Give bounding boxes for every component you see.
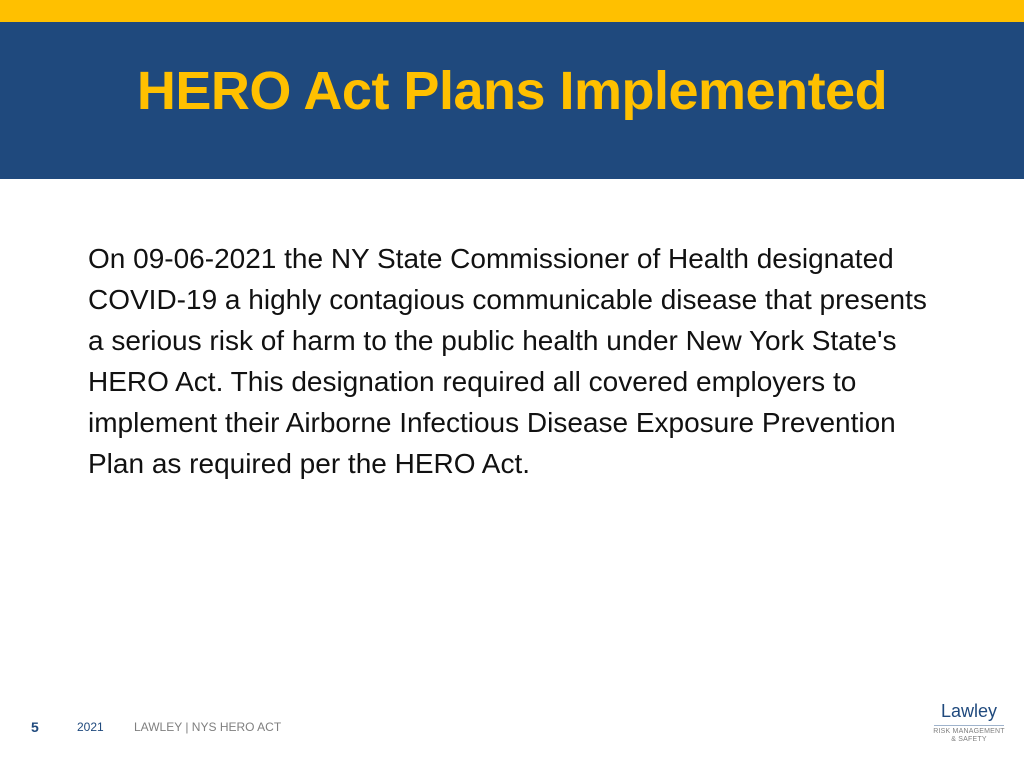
logo-tagline-line1: RISK MANAGEMENT bbox=[933, 728, 1005, 735]
slide-body-text: On 09-06-2021 the NY State Commissioner of Health designated COVID-19 a highly contagious communicable disease that presents a serious risk of harm to the public health under New York State's HERO Act. This designation required all covered employers to implement their Airborne Infectious Disease Exposure Prevention Plan as required per the HERO Act. bbox=[88, 243, 927, 479]
footer-label: LAWLEY | NYS HERO ACT bbox=[134, 720, 282, 734]
logo-name: Lawley bbox=[940, 701, 998, 721]
lawley-logo bbox=[926, 700, 1012, 750]
slide-footer bbox=[0, 716, 1024, 740]
page-number: 5 bbox=[31, 719, 39, 735]
logo-divider bbox=[934, 725, 1004, 726]
top-accent-stripe bbox=[0, 0, 1024, 22]
logo-tagline-line2: & SAFETY bbox=[951, 736, 987, 743]
footer-year: 2021 bbox=[77, 720, 104, 734]
slide-title: HERO Act Plans Implemented bbox=[136, 61, 888, 121]
